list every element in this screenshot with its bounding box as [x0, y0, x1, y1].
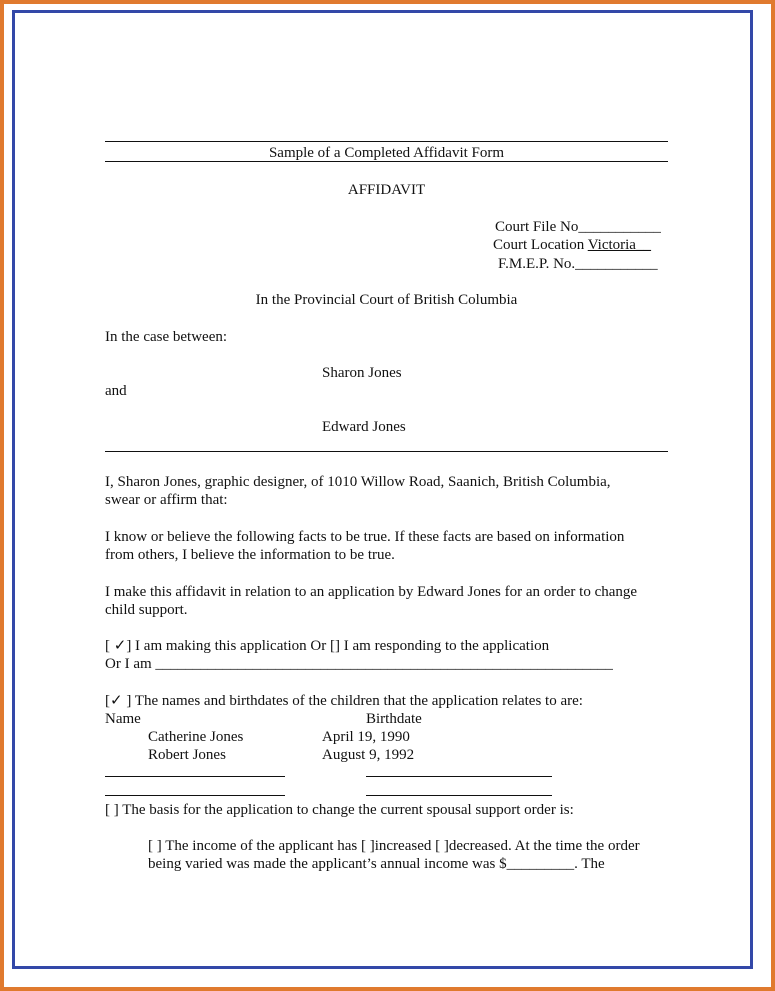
child-birthdate: August 9, 1992 [322, 747, 415, 763]
court-location-value: Victoria__ [587, 237, 651, 253]
title-rule-top [105, 141, 668, 142]
court-location-label: Court Location [493, 237, 588, 253]
document-title: AFFIDAVIT [347, 182, 426, 198]
facts-line-1: I know or believe the following facts to be true. If these facts are based on information [105, 529, 625, 545]
blank-birthdate-line [366, 795, 552, 796]
blank-name-line [105, 776, 285, 777]
spousal-basis: [ ] The basis for the application to change the current spousal support order is: [105, 802, 574, 818]
relation-line-1: I make this affidavit in relation to an application by Edward Jones for an order to change [105, 584, 638, 600]
form-title: Sample of a Completed Affidavit Form [268, 145, 505, 161]
blank-birthdate-line [366, 776, 552, 777]
fmep-no: F.M.E.P. No.___________ [498, 256, 658, 272]
income-line-2: being varied was made the applicant’s annual income was $_________. The [148, 856, 605, 872]
title-rule-bottom [105, 161, 668, 162]
affirm-line-1: I, Sharon Jones, graphic designer, of 1010 Willow Road, Saanich, British Columbia, [105, 474, 611, 490]
relation-line-2: child support. [105, 602, 188, 618]
child-name: Robert Jones [148, 747, 226, 763]
facts-line-2: from others, I believe the information to be true. [105, 547, 395, 563]
party-connector: and [105, 383, 127, 399]
party-one: Sharon Jones [322, 365, 402, 381]
parties-rule [105, 451, 668, 452]
application-role-line: [ ✓] I am making this application Or [] I am responding to the application [105, 638, 550, 654]
name-column-header: Name [105, 711, 141, 727]
case-intro: In the case between: [105, 329, 228, 345]
other-role-line: Or I am _____________________________________________________________ [105, 656, 613, 672]
birthdate-column-header: Birthdate [366, 711, 422, 727]
children-intro: [✓ ] The names and birthdates of the children that the application relates to are: [105, 693, 583, 709]
court-file-no: Court File No___________ [495, 219, 661, 235]
blank-name-line [105, 795, 285, 796]
income-line-1: [ ] The income of the applicant has [ ]increased [ ]decreased. At the time the order [148, 838, 640, 854]
affirm-line-2: swear or affirm that: [105, 492, 228, 508]
party-two: Edward Jones [322, 419, 406, 435]
court-location [493, 236, 651, 254]
child-name: Catherine Jones [148, 729, 244, 745]
court-name: In the Provincial Court of British Columbia [255, 292, 518, 308]
child-birthdate: April 19, 1990 [322, 729, 410, 745]
